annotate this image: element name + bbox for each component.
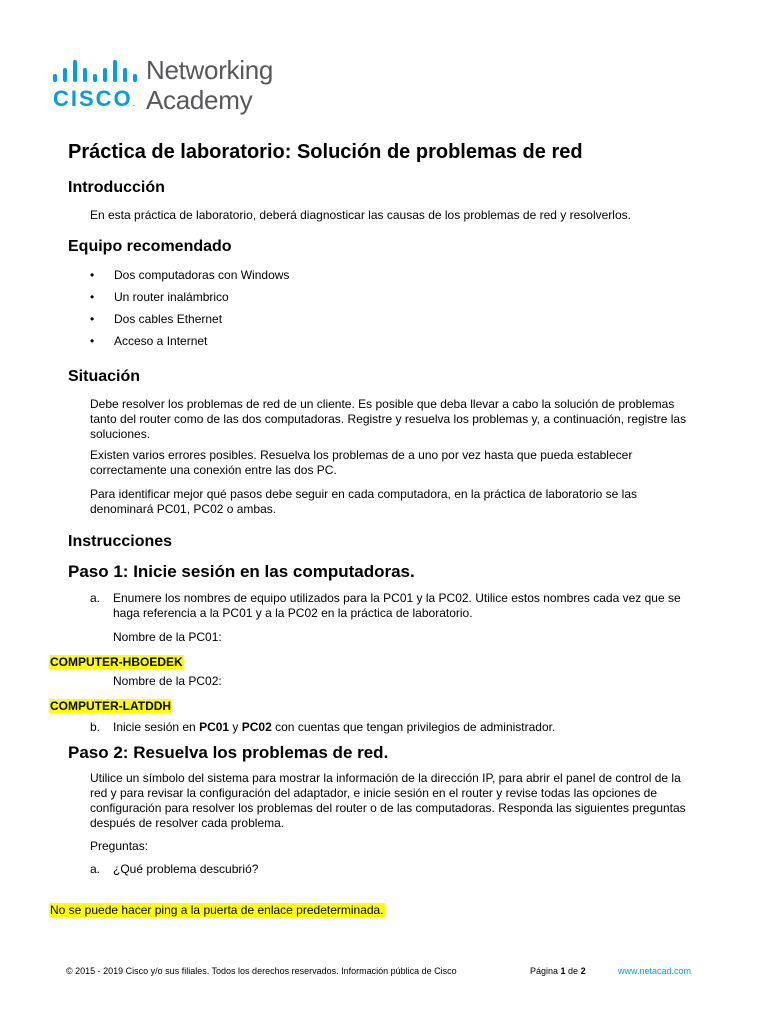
bullet-icon: • (90, 334, 95, 348)
pc01-answer: COMPUTER-HBOEDEK (50, 655, 183, 669)
step1-heading: Paso 1: Inicie sesión en las computadoras. (68, 562, 415, 581)
footer-url-link[interactable]: www.netacad.com (618, 966, 692, 976)
question-a-answer: No se puede hacer ping a la puerta de enlace predeterminada. (50, 903, 384, 917)
cisco-bars-icon (53, 60, 137, 82)
step2-heading: Paso 2: Resuelva los problemas de red. (68, 743, 389, 762)
pc02-label: Nombre de la PC02: (113, 674, 222, 688)
footer-copyright: © 2015 - 2019 Cisco y/o sus filiales. Todos los derechos reservados. Información pública de Cisco (66, 966, 457, 976)
pc02-answer: COMPUTER-LATDDH (50, 699, 172, 713)
equipment-heading: Equipo recomendado (68, 238, 232, 255)
situation-paragraph: Para identificar mejor qué pasos debe seguir en cada computadora, en la práctica de laboratorio se las denominará PC01, PC02 o ambas. (90, 487, 637, 516)
situation-paragraph: Existen varios errores posibles. Resuelva los problemas de a uno por vez hasta que pueda establecer correctamente una conexión entre las dos PC. (90, 448, 633, 477)
situation-heading: Situación (68, 368, 141, 385)
pc01-label: Nombre de la PC01: (113, 630, 222, 644)
logo-line-academy: Academy (146, 85, 253, 115)
footer-page-number: Página 1 de 2 (530, 966, 586, 976)
cisco-wordmark: CISCO. (53, 86, 135, 111)
situation-paragraph: Debe resolver los problemas de red de un cliente. Es posible que deba llevar a cabo la solución de problemas tanto del router como de las dos computadoras. Registre y resuelva los problemas y, a continuación, registre las soluciones. (90, 397, 687, 441)
step2-text: Utilice un símbolo del sistema para mostrar la información de la dirección IP, para abrir el panel de control de la red y para revisar la configuración del adaptador, e inicie sesión en el router y revise todas las opciones de configuración para resolver los problemas del router o de las computadoras. Responda las siguientes preguntas después de resolver cada problema. (90, 771, 686, 830)
bullet-icon: • (90, 268, 95, 282)
questions-label: Preguntas: (90, 839, 149, 853)
intro-text: En esta práctica de laboratorio, deberá diagnosticar las causas de los problemas de red y resolverlos. (90, 208, 631, 222)
bullet-icon: • (90, 290, 95, 304)
bullet-icon: • (90, 312, 95, 326)
instructions-heading: Instrucciones (68, 533, 173, 550)
intro-heading: Introducción (68, 179, 165, 196)
logo-line-networking: Networking (146, 55, 274, 85)
document-title: Práctica de laboratorio: Solución de problemas de red (68, 141, 583, 163)
